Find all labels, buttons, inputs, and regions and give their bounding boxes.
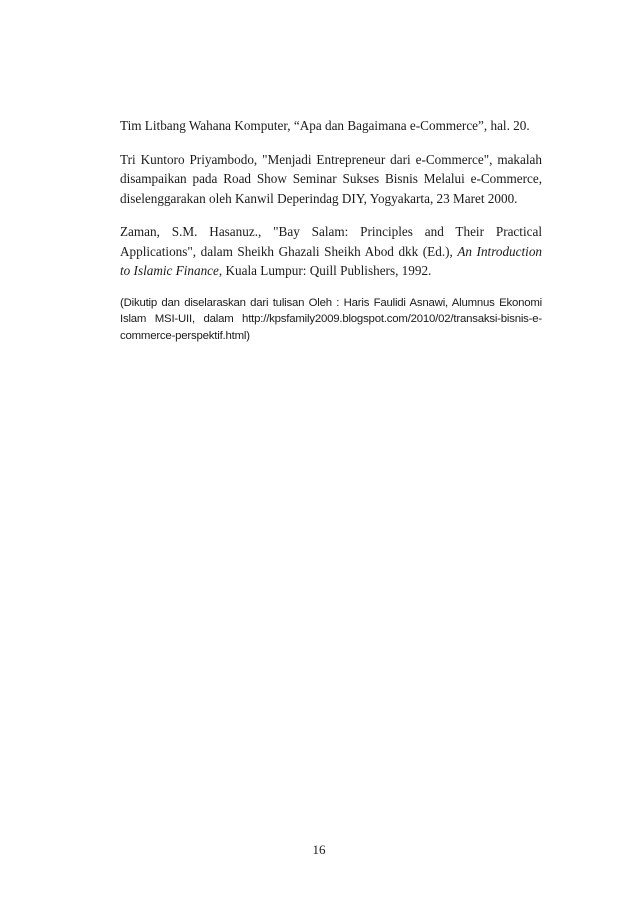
- reference-entry-2: [120, 150, 542, 209]
- page-content: [120, 116, 542, 344]
- reference-text: Tri Kuntoro Priyambodo, "Menjadi Entrepreneur dari e-Commerce", makalah disampaikan pada Road Show Seminar Sukses Bisnis Melalui e-Commerce, diselenggarakan oleh Kanwil Deperindag DIY, Yogyakarta, 23 Maret 2000.: [120, 151, 542, 206]
- reference-book-title: An Introduction to Islamic Finance: [120, 243, 543, 278]
- source-note-text: (Dikutip dan diselaraskan dari tulisan Oleh : Haris Faulidi Asnawi, Alumnus Ekonomi Islam MSI-UII, dalam http://kpsfamily2009.blogspot.com/2010/02/transaksi-bisnis-e-commerce-perspektif.html): [120, 296, 542, 342]
- reference-entry-1: [120, 116, 542, 136]
- page-number: 16: [312, 842, 326, 857]
- source-note: [120, 295, 542, 345]
- reference-entry-3: [120, 222, 542, 281]
- reference-text-after: , Kuala Lumpur: Quill Publishers, 1992.: [218, 263, 432, 278]
- reference-text-before: Zaman, S.M. Hasanuz., "Bay Salam: Principles and Their Practical Applications", dalam Sheikh Ghazali Sheikh Abod dkk (Ed.),: [120, 224, 542, 259]
- reference-text: Tim Litbang Wahana Komputer, “Apa dan Bagaimana e-Commerce”, hal. 20.: [120, 118, 530, 133]
